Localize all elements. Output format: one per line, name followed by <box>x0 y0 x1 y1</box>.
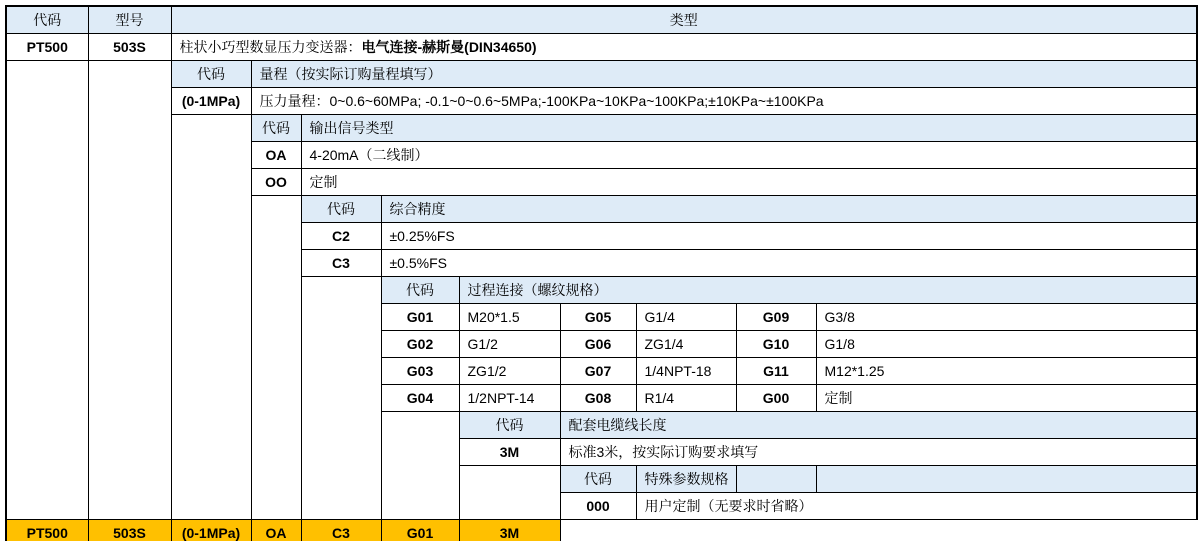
summary-output-cell: OA <box>251 520 301 541</box>
product-row <box>6 34 1197 61</box>
header-code-cell: 代码 <box>6 6 88 34</box>
connection-code-cell: G10 <box>736 331 816 358</box>
connection-code-cell: G00 <box>736 385 816 412</box>
connection-code-cell: G11 <box>736 358 816 385</box>
connection-desc-cell: G1/4 <box>636 304 736 331</box>
range-desc-cell: 压力量程：0~0.6~60MPa; -0.1~0~0.6~5MPa;-100KPa~10KPa~100KPa;±10KPa~±100KPa <box>251 88 1197 115</box>
connection-title-cell: 过程连接（螺纹规格） <box>459 277 1197 304</box>
cable-desc-cell: 标准3米，按实际订购要求填写 <box>560 439 1197 466</box>
range-code-label-cell: 代码 <box>171 61 251 88</box>
connection-code-cell: G01 <box>381 304 459 331</box>
cable-code-label-cell: 代码 <box>459 412 560 439</box>
output-oa-code-cell: OA <box>251 142 301 169</box>
header-model-cell: 型号 <box>88 6 171 34</box>
empty-col2-cell <box>88 61 171 520</box>
product-desc-bold: 电气连接-赫斯曼(DIN34650) <box>361 39 537 55</box>
connection-code-cell: G03 <box>381 358 459 385</box>
connection-code-cell: G04 <box>381 385 459 412</box>
summary-blank-cell <box>560 520 1197 541</box>
accuracy-code-label-cell: 代码 <box>301 196 381 223</box>
product-model-cell: 503S <box>88 34 171 61</box>
special-code-cell: 000 <box>560 493 636 520</box>
connection-desc-cell: G1/8 <box>816 331 1197 358</box>
empty-col7-cell <box>459 466 560 520</box>
accuracy-c3-desc-cell: ±0.5%FS <box>381 250 1197 277</box>
empty-col4-cell <box>251 196 301 520</box>
range-header-row <box>6 61 1197 88</box>
connection-code-cell: G08 <box>560 385 636 412</box>
empty-col3-cell <box>171 115 251 520</box>
summary-cable-cell: 3M <box>459 520 560 541</box>
empty-col1-cell <box>6 61 88 520</box>
connection-desc-cell: ZG1/2 <box>459 358 560 385</box>
output-code-label-cell: 代码 <box>251 115 301 142</box>
output-header-row <box>6 115 1197 142</box>
accuracy-c3-code-cell: C3 <box>301 250 381 277</box>
special-code-label-cell: 代码 <box>560 466 636 493</box>
spec-table <box>5 5 1198 541</box>
summary-row <box>6 520 1197 541</box>
connection-desc-cell: 1/4NPT-18 <box>636 358 736 385</box>
summary-model-cell: 503S <box>88 520 171 541</box>
connection-code-cell: G09 <box>736 304 816 331</box>
header-row <box>6 6 1197 34</box>
product-desc-cell <box>171 34 1197 61</box>
special-title-cell: 特殊参数规格 <box>636 466 736 493</box>
connection-desc-cell: 1/2NPT-14 <box>459 385 560 412</box>
product-code-cell: PT500 <box>6 34 88 61</box>
cable-title-cell: 配套电缆线长度 <box>560 412 1197 439</box>
connection-code-cell: G07 <box>560 358 636 385</box>
connection-desc-cell: G1/2 <box>459 331 560 358</box>
empty-col6-cell <box>381 412 459 520</box>
accuracy-c2-desc-cell: ±0.25%FS <box>381 223 1197 250</box>
output-title-cell: 输出信号类型 <box>301 115 1197 142</box>
output-oo-code-cell: OO <box>251 169 301 196</box>
special-desc-cell: 用户定制（无要求时省略） <box>636 493 1197 520</box>
connection-code-cell: G02 <box>381 331 459 358</box>
empty-col5-cell <box>301 277 381 520</box>
output-oa-desc-cell: 4-20mA（二线制） <box>301 142 1197 169</box>
special-empty-cell <box>816 466 1197 493</box>
connection-code-cell: G06 <box>560 331 636 358</box>
connection-code-label-cell: 代码 <box>381 277 459 304</box>
range-title-cell: 量程（按实际订购量程填写） <box>251 61 1197 88</box>
summary-product-code-cell: PT500 <box>6 520 88 541</box>
special-empty-cell <box>736 466 816 493</box>
connection-desc-cell: M12*1.25 <box>816 358 1197 385</box>
connection-desc-cell: R1/4 <box>636 385 736 412</box>
connection-desc-cell: G3/8 <box>816 304 1197 331</box>
product-desc-prefix: 柱状小巧型数显压力变送器： <box>179 39 362 55</box>
connection-desc-cell: 定制 <box>816 385 1197 412</box>
range-code-cell: (0-1MPa) <box>171 88 251 115</box>
connection-desc-cell: M20*1.5 <box>459 304 560 331</box>
accuracy-title-cell: 综合精度 <box>381 196 1197 223</box>
header-type-cell: 类型 <box>171 6 1197 34</box>
range-value-row <box>6 88 1197 115</box>
summary-range-cell: (0-1MPa) <box>171 520 251 541</box>
output-oo-desc-cell: 定制 <box>301 169 1197 196</box>
connection-desc-cell: ZG1/4 <box>636 331 736 358</box>
summary-accuracy-cell: C3 <box>301 520 381 541</box>
cable-code-cell: 3M <box>459 439 560 466</box>
summary-connection-cell: G01 <box>381 520 459 541</box>
accuracy-c2-code-cell: C2 <box>301 223 381 250</box>
connection-code-cell: G05 <box>560 304 636 331</box>
